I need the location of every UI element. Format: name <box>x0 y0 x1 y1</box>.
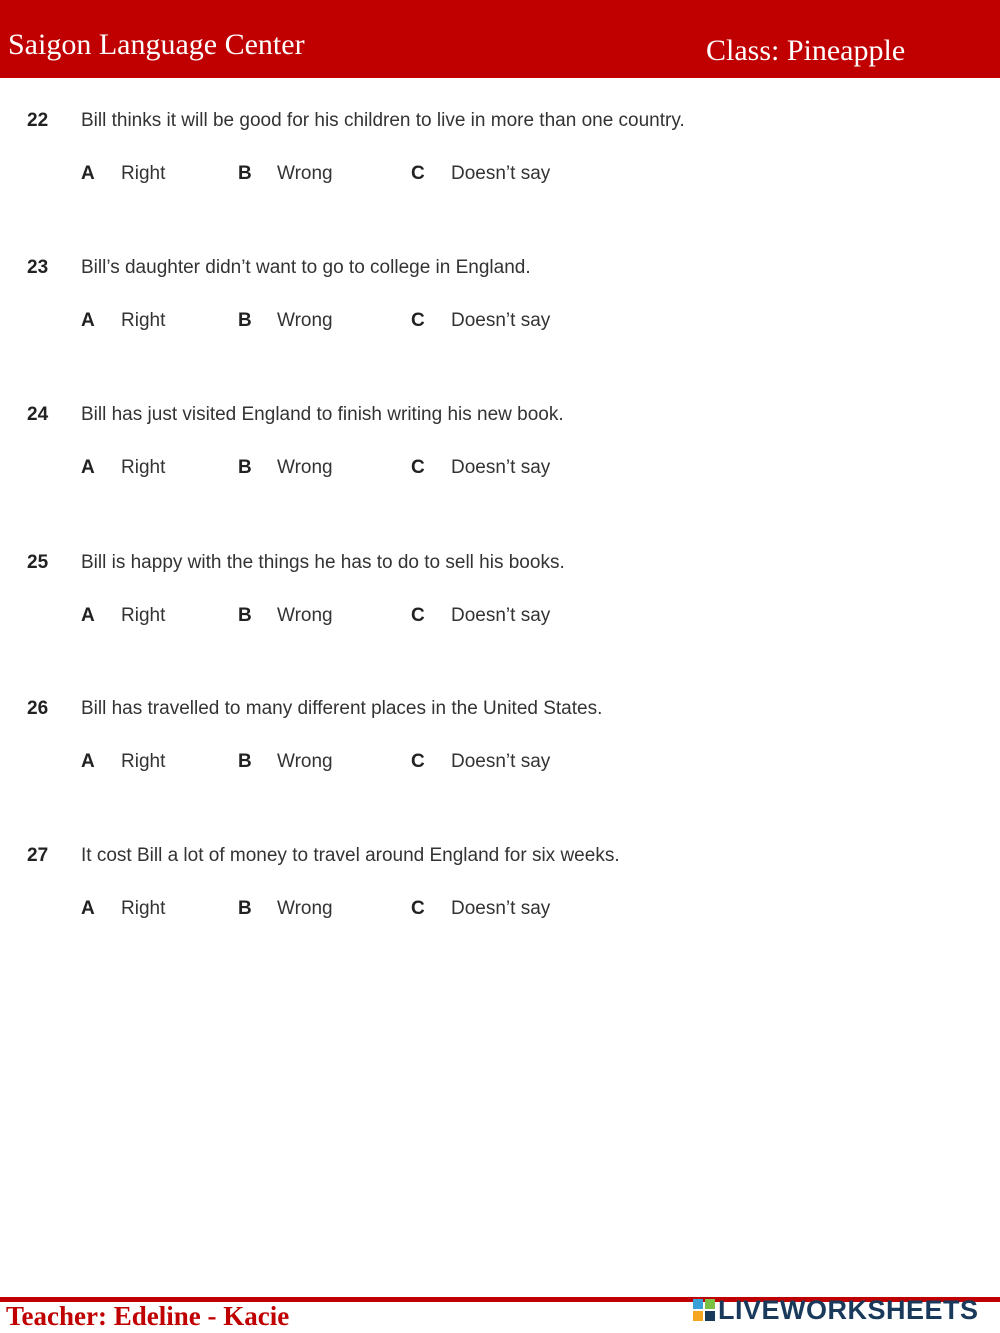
class-label: Class: Pineapple <box>706 34 906 67</box>
question-number: 23 <box>27 257 49 278</box>
header-bar <box>0 0 1000 78</box>
question-27 <box>0 845 1000 965</box>
option-a-letter[interactable]: A <box>81 605 95 626</box>
question-number: 26 <box>27 698 49 719</box>
question-text: Bill has travelled to many different places in the United States. <box>81 698 603 719</box>
option-a-label[interactable]: Right <box>121 310 166 331</box>
option-c-letter[interactable]: C <box>411 605 425 626</box>
option-a-letter[interactable]: A <box>81 457 95 478</box>
option-c-label[interactable]: Doesn’t say <box>451 751 551 772</box>
question-text: Bill thinks it will be good for his children to live in more than one country. <box>81 110 685 131</box>
question-25 <box>0 552 1000 672</box>
option-b-letter[interactable]: B <box>238 605 252 626</box>
option-a-label[interactable]: Right <box>121 457 166 478</box>
question-23 <box>0 257 1000 377</box>
question-text: It cost Bill a lot of money to travel around England for six weeks. <box>81 845 620 866</box>
option-a-letter[interactable]: A <box>81 751 95 772</box>
question-number: 25 <box>27 552 49 573</box>
teacher-name: Teacher: Edeline - Kacie <box>6 1301 290 1331</box>
question-24 <box>0 404 1000 524</box>
question-number: 24 <box>27 404 49 425</box>
option-a-label[interactable]: Right <box>121 163 166 184</box>
option-b-label[interactable]: Wrong <box>277 457 333 478</box>
option-b-label[interactable]: Wrong <box>277 751 333 772</box>
question-26 <box>0 698 1000 818</box>
option-b-label[interactable]: Wrong <box>277 898 333 919</box>
brand-wordmark: LIVEWORKSHEETS <box>718 1294 979 1325</box>
option-c-label[interactable]: Doesn’t say <box>451 163 551 184</box>
option-c-letter[interactable]: C <box>411 457 425 478</box>
option-a-label[interactable]: Right <box>121 605 166 626</box>
option-b-letter[interactable]: B <box>238 163 252 184</box>
question-number: 27 <box>27 845 49 866</box>
option-c-label[interactable]: Doesn’t say <box>451 605 551 626</box>
option-b-letter[interactable]: B <box>238 751 252 772</box>
option-b-label[interactable]: Wrong <box>277 605 333 626</box>
question-text: Bill’s daughter didn’t want to go to college in England. <box>81 257 531 278</box>
option-b-label[interactable]: Wrong <box>277 163 333 184</box>
option-a-letter[interactable]: A <box>81 163 95 184</box>
option-a-letter[interactable]: A <box>81 898 95 919</box>
option-c-label[interactable]: Doesn’t say <box>451 457 551 478</box>
option-c-label[interactable]: Doesn’t say <box>451 898 551 919</box>
question-22 <box>0 110 1000 230</box>
option-b-letter[interactable]: B <box>238 457 252 478</box>
option-b-label[interactable]: Wrong <box>277 310 333 331</box>
question-text: Bill is happy with the things he has to do to sell his books. <box>81 552 565 573</box>
option-b-letter[interactable]: B <box>238 310 252 331</box>
option-c-letter[interactable]: C <box>411 751 425 772</box>
option-c-label[interactable]: Doesn’t say <box>451 310 551 331</box>
option-c-letter[interactable]: C <box>411 310 425 331</box>
option-c-letter[interactable]: C <box>411 898 425 919</box>
question-number: 22 <box>27 110 49 131</box>
liveworksheets-logo[interactable] <box>693 1294 979 1326</box>
option-a-letter[interactable]: A <box>81 310 95 331</box>
option-c-letter[interactable]: C <box>411 163 425 184</box>
option-a-label[interactable]: Right <box>121 751 166 772</box>
question-text: Bill has just visited England to finish writing his new book. <box>81 404 564 425</box>
brand-grid-icon <box>693 1299 715 1321</box>
option-b-letter[interactable]: B <box>238 898 252 919</box>
option-a-label[interactable]: Right <box>121 898 166 919</box>
center-name: Saigon Language Center <box>8 28 305 61</box>
